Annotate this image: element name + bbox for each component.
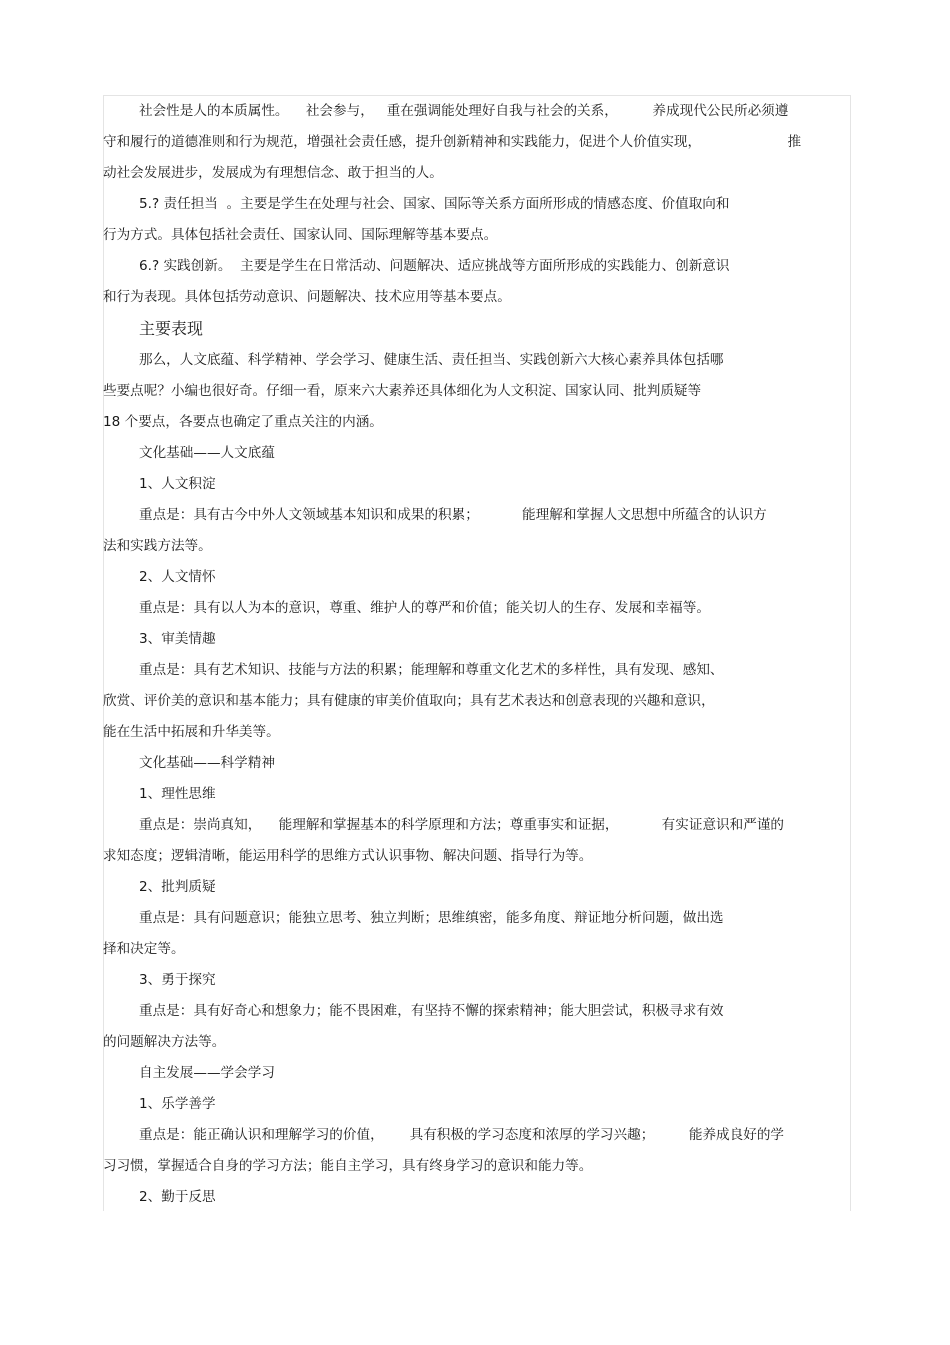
document-body — [103, 96, 851, 1213]
paragraph-line: 的问题解决方法等。 — [103, 1034, 226, 1050]
paragraph-line: 重点是：具有好奇心和想象力；能不畏困难，有坚持不懈的探索精神；能大胆尝试，积极寻求有效 — [139, 1003, 724, 1019]
point-title: 3、审美情趣 — [139, 631, 216, 647]
point-title: 1、乐学善学 — [139, 1096, 216, 1112]
point-title: 3、勇于探究 — [139, 972, 216, 988]
paragraph-line: 行为方式。具体包括社会责任、国家认同、国际理解等基本要点。 — [103, 227, 498, 243]
paragraph-line: 求知态度；逻辑清晰，能运用科学的思维方式认识事物、解决问题、指导行为等。 — [103, 848, 593, 864]
paragraph-line: 守和履行的道德准则和行为规范，增强社会责任感，提升创新精神和实践能力，促进个人价值实现， 推 — [103, 134, 802, 150]
subsection-title: 文化基础——人文底蕴 — [139, 445, 275, 461]
paragraph-line: 能在生活中拓展和升华美等。 — [103, 724, 280, 740]
point-title: 2、人文情怀 — [139, 569, 216, 585]
paragraph-line: 社会性是人的本质属性。 社会参与， 重在强调能处理好自我与社会的关系， 养成现代公民所必须遵 — [139, 103, 789, 119]
point-title: 2、勤于反思 — [139, 1189, 216, 1205]
paragraph-line: 重点是：具有古今中外人文领域基本知识和成果的积累； 能理解和掌握人文思想中所蕴含的认识方 — [139, 507, 767, 523]
paragraph-line: 些要点呢？小编也很好奇。仔细一看，原来六大素养还具体细化为人文积淀、国家认同、批判质疑等 — [103, 383, 702, 399]
paragraph-line: 欣赏、评价美的意识和基本能力；具有健康的审美价值取向；具有艺术表达和创意表现的兴趣和意识， — [103, 693, 715, 709]
paragraph-line: 法和实践方法等。 — [103, 538, 212, 554]
paragraph-line: 择和决定等。 — [103, 941, 185, 957]
paragraph-line: 那么，人文底蕴、科学精神、学会学习、健康生活、责任担当、实践创新六大核心素养具体包括哪 — [139, 352, 724, 368]
point-title: 1、人文积淀 — [139, 476, 216, 492]
paragraph-line: 重点是：崇尚真知， 能理解和掌握基本的科学原理和方法；尊重事实和证据， 有实证意识和严谨的 — [139, 817, 785, 833]
subsection-title: 文化基础——科学精神 — [139, 755, 275, 771]
paragraph-line: 和行为表现。具体包括劳动意识、问题解决、技术应用等基本要点。 — [103, 289, 511, 305]
subsection-title: 自主发展——学会学习 — [139, 1065, 275, 1081]
point-title: 2、批判质疑 — [139, 879, 216, 895]
paragraph-line: 重点是：能正确认识和理解学习的价值， 具有积极的学习态度和浓厚的学习兴趣； 能养成良好的学 — [139, 1127, 785, 1143]
paragraph-line: 重点是：具有问题意识；能独立思考、独立判断；思维缜密，能多角度、辩证地分析问题，做出选 — [139, 910, 724, 926]
paragraph-line: 5.? 责任担当 。主要是学生在处理与社会、国家、国际等关系方面所形成的情感态度、价值取向和 — [139, 196, 730, 212]
section-heading: 主要表现 — [139, 319, 204, 338]
paragraph-line: 6.? 实践创新。 主要是学生在日常活动、问题解决、适应挑战等方面所形成的实践能力、创新意识 — [139, 258, 730, 274]
point-title: 1、理性思维 — [139, 786, 216, 802]
paragraph-line: 习习惯，掌握适合自身的学习方法；能自主学习，具有终身学习的意识和能力等。 — [103, 1158, 593, 1174]
paragraph-line: 18 个要点，各要点也确定了重点关注的内涵。 — [103, 414, 383, 430]
paragraph-line: 重点是：具有以人为本的意识，尊重、维护人的尊严和价值；能关切人的生存、发展和幸福等。 — [139, 600, 710, 616]
paragraph-line: 重点是：具有艺术知识、技能与方法的积累；能理解和尊重文化艺术的多样性，具有发现、感知、 — [139, 662, 724, 678]
paragraph-line: 动社会发展进步，发展成为有理想信念、敢于担当的人。 — [103, 165, 443, 181]
